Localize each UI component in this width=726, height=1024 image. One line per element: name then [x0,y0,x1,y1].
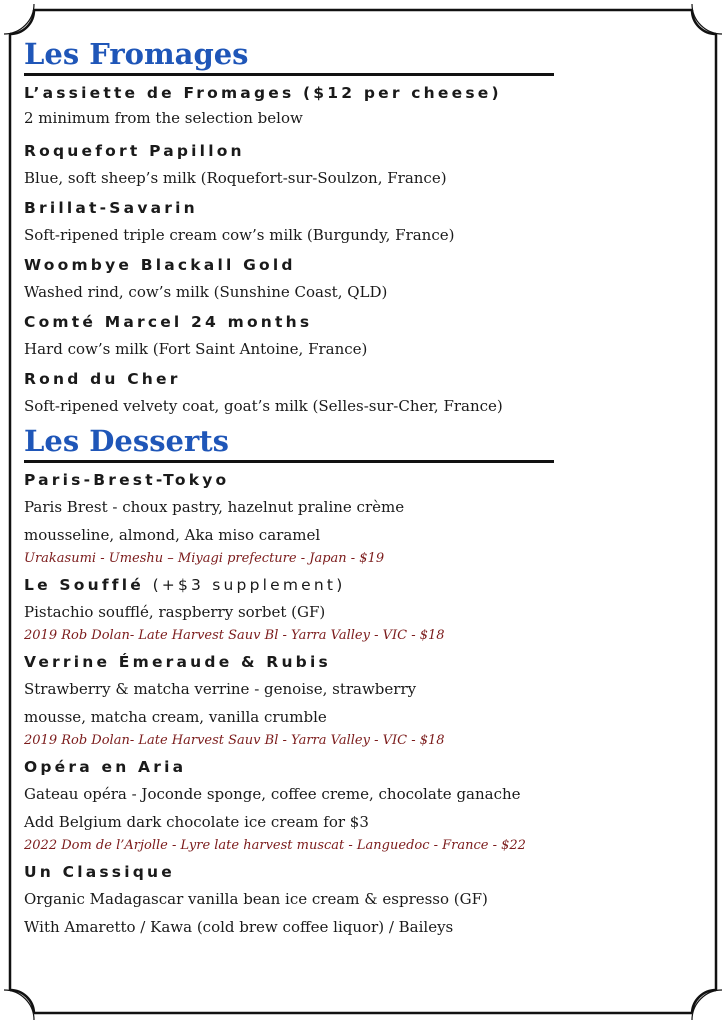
dessert-section [24,423,714,941]
section-title-desserts: Les Desserts [24,424,229,458]
dessert-item [24,467,714,569]
dessert-name: Verrine Émeraude & Rubis [24,653,331,671]
dessert-description: With Amaretto / Kawa (cold brew coffee liquor) / Baileys [24,918,454,936]
cheese-plate-note: 2 minimum from the selection below [24,109,303,127]
cheese-description: Soft-ripened triple cream cow’s milk (Burgundy, France) [24,226,455,244]
dessert-item [24,649,714,751]
dessert-item [24,572,714,646]
cheese-item [24,195,714,249]
cheese-description: Soft-ripened velvety coat, goat’s milk (Selles-sur-Cher, France) [24,397,503,415]
cheese-name: Roquefort Papillon [24,142,245,160]
dessert-item [24,754,714,856]
cheese-section [24,36,714,420]
dessert-item [24,859,714,941]
cheese-description: Hard cow’s milk (Fort Saint Antoine, France) [24,340,368,358]
dessert-description: Pistachio soufflé, raspberry sorbet (GF) [24,603,326,621]
cheese-plate-title: L’assiette de Fromages ($12 per cheese) [24,84,502,102]
wine-pairing: Urakasumi - Umeshu – Miyagi prefecture - Japan - $19 [24,551,385,566]
cheese-intro [24,80,714,130]
dessert-description: mousse, matcha cream, vanilla crumble [24,708,327,726]
cheese-item [24,366,714,420]
dessert-name: Paris-Brest-Tokyo [24,471,230,489]
section-title-fromages: Les Fromages [24,37,249,71]
supplement-note: (+$3 supplement) [152,576,346,594]
section-divider [24,73,554,76]
dessert-description: Organic Madagascar vanilla bean ice cream & espresso (GF) [24,890,488,908]
cheese-item [24,309,714,363]
cheese-item [24,138,714,192]
dessert-name: Opéra en Aria [24,758,187,776]
wine-pairing: 2019 Rob Dolan- Late Harvest Sauv Bl - Yarra Valley - VIC - $18 [24,733,445,748]
dessert-description: mousseline, almond, Aka miso caramel [24,526,321,544]
cheese-name: Woombye Blackall Gold [24,256,296,274]
dessert-name-row [24,572,714,598]
cheese-item [24,252,714,306]
menu-content [24,36,714,944]
section-divider [24,460,554,463]
cheese-name: Comté Marcel 24 months [24,313,313,331]
cheese-description: Blue, soft sheep’s milk (Roquefort-sur-Soulzon, France) [24,169,447,187]
cheese-description: Washed rind, cow’s milk (Sunshine Coast, QLD) [24,283,388,301]
cheese-name: Brillat-Savarin [24,199,198,217]
dessert-description: Gateau opéra - Joconde sponge, coffee creme, chocolate ganache [24,785,521,803]
dessert-name: Un Classique [24,863,175,881]
wine-pairing: 2022 Dom de l’Arjolle - Lyre late harvest muscat - Languedoc - France - $22 [24,838,526,853]
dessert-description: Strawberry & matcha verrine - genoise, strawberry [24,680,417,698]
dessert-name: Le Soufflé [24,576,144,594]
dessert-description: Add Belgium dark chocolate ice cream for $3 [24,813,369,831]
wine-pairing: 2019 Rob Dolan- Late Harvest Sauv Bl - Yarra Valley - VIC - $18 [24,628,445,643]
cheese-name: Rond du Cher [24,370,181,388]
dessert-description: Paris Brest - choux pastry, hazelnut praline crème [24,498,405,516]
